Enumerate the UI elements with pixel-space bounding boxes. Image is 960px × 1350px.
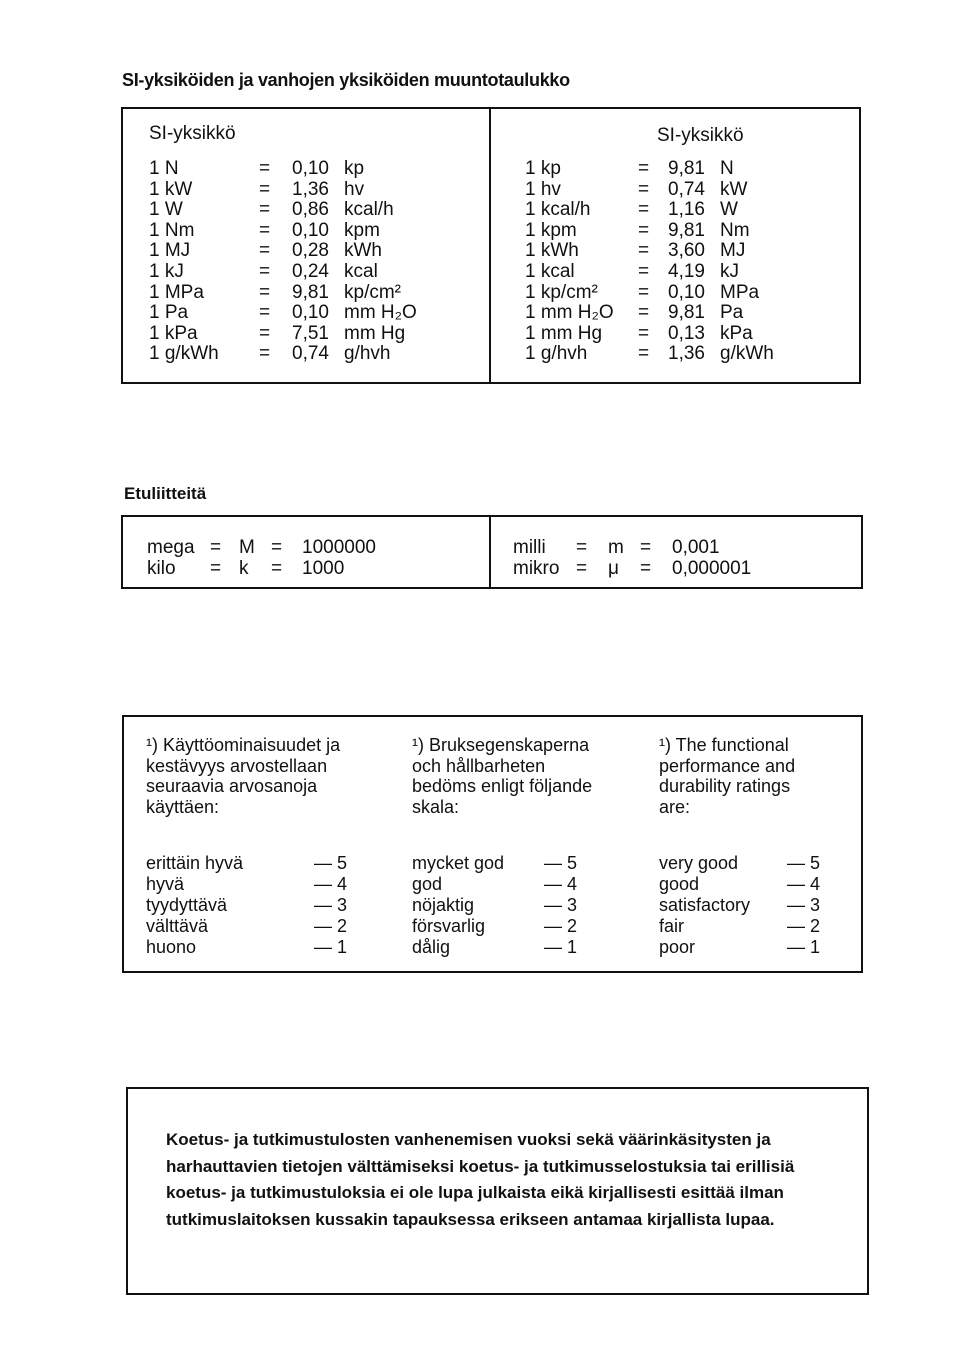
equals-sign: = <box>638 178 650 200</box>
table-row <box>149 344 469 365</box>
old-unit: mm H₂O <box>344 302 417 324</box>
equals-sign: = <box>640 537 652 558</box>
rating-value: — 5 <box>544 853 578 873</box>
factor: 9,81 <box>668 302 705 324</box>
notice-box <box>126 1087 869 1295</box>
si-unit: kPa <box>720 322 753 344</box>
rating-value: — 3 <box>544 895 578 915</box>
equals-sign: = <box>576 537 588 558</box>
table-row <box>149 324 469 345</box>
si-unit: 1 Pa <box>149 302 189 324</box>
rating-label: hyvä <box>146 874 185 894</box>
factor: 0,10 <box>292 219 329 241</box>
factor: 0,28 <box>292 240 329 262</box>
list-item <box>412 853 642 874</box>
factor: 9,81 <box>292 281 329 303</box>
factor: 9,81 <box>668 158 705 179</box>
list-item <box>412 895 642 916</box>
right-conversion-rows <box>525 159 855 365</box>
prefix-name: milli <box>513 537 546 558</box>
table-row <box>525 221 855 242</box>
table-row <box>525 344 855 365</box>
table-row <box>149 283 469 304</box>
list-item <box>412 937 642 958</box>
equals-sign: = <box>210 537 222 558</box>
old-unit: 1 hv <box>525 178 561 200</box>
prefix-name: mega <box>147 537 195 558</box>
rating-value: — 3 <box>314 895 348 915</box>
list-item <box>146 937 381 958</box>
equals-sign: = <box>638 260 650 282</box>
table-row <box>525 262 855 283</box>
prefix-symbol: k <box>239 558 249 579</box>
factor: 7,51 <box>292 322 329 344</box>
rating-value: — 2 <box>787 916 821 936</box>
prefixes-table <box>121 515 863 589</box>
rating-value: — 4 <box>314 874 348 894</box>
table-row <box>149 159 469 180</box>
list-item <box>659 895 859 916</box>
table-row <box>525 283 855 304</box>
si-unit: 1 kW <box>149 178 193 200</box>
ratings-column-finnish <box>146 735 381 955</box>
list-item <box>659 853 859 874</box>
rating-value: — 5 <box>314 853 348 873</box>
si-unit: W <box>720 199 738 221</box>
old-unit: g/hvh <box>344 343 391 365</box>
table-row <box>149 262 469 283</box>
old-unit: kWh <box>344 240 382 262</box>
rating-value: — 4 <box>787 874 821 894</box>
equals-sign: = <box>259 178 271 200</box>
rating-value: — 4 <box>544 874 578 894</box>
equals-sign: = <box>638 158 650 179</box>
factor: 3,60 <box>668 240 705 262</box>
table-row <box>525 200 855 221</box>
factor: 0,74 <box>292 343 329 365</box>
factor: 9,81 <box>668 219 705 241</box>
equals-sign: = <box>259 260 271 282</box>
equals-sign: = <box>259 199 271 221</box>
list-item <box>412 916 642 937</box>
prefix-value: 1000 <box>302 558 345 579</box>
si-unit: 1 MJ <box>149 240 191 262</box>
notice-text: Koetus- ja tutkimustulosten vanhenemisen vuoksi sekä väärinkäsitysten ja harhauttavien tietojen välttämiseksi koetus- ja tutkimusselostuksia tai erillisiä koetus- ja tutkimustuloksia ei ole lupa julkaista eikä kirjallisesti esittää ilman tutkimuslaitoksen kussakin tapauksessa erikseen antamaa kirjallista lupaa. <box>166 1130 795 1229</box>
old-unit: 1 kp/cm² <box>525 281 598 303</box>
rating-label: good <box>659 874 700 894</box>
equals-sign: = <box>640 558 652 579</box>
table-divider <box>489 109 491 382</box>
old-unit: mm Hg <box>344 322 406 344</box>
equals-sign: = <box>638 343 650 365</box>
table-row <box>525 324 855 345</box>
equals-sign: = <box>638 322 650 344</box>
table-row <box>149 221 469 242</box>
prefix-symbol: μ <box>608 558 619 579</box>
factor: 0,10 <box>668 281 705 303</box>
factor: 0,86 <box>292 199 329 221</box>
table-row <box>149 303 469 324</box>
old-unit: hv <box>344 178 365 200</box>
ratings-intro: ¹) Bruksegenskaperna och hållbarheten bedöms enligt följande skala: <box>412 735 593 817</box>
old-unit: 1 g/hvh <box>525 343 588 365</box>
equals-sign: = <box>271 537 283 558</box>
si-unit: kW <box>720 178 748 200</box>
rating-value: — 1 <box>314 937 348 957</box>
equals-sign: = <box>259 343 271 365</box>
equals-sign: = <box>259 158 271 179</box>
si-unit: 1 Nm <box>149 219 195 241</box>
list-item <box>412 874 642 895</box>
rating-value: — 2 <box>314 916 348 936</box>
old-unit: 1 mm Hg <box>525 322 603 344</box>
ratings-box <box>122 715 863 973</box>
prefix-symbol: M <box>239 537 255 558</box>
si-unit: 1 N <box>149 158 179 179</box>
equals-sign: = <box>638 240 650 262</box>
si-unit: N <box>720 158 734 179</box>
page-title: SI-yksiköiden ja vanhojen yksiköiden muuntotaulukko <box>122 70 570 90</box>
rating-label: tyydyttävä <box>146 895 228 915</box>
old-unit: 1 kcal/h <box>525 199 591 221</box>
old-unit: 1 kWh <box>525 240 579 262</box>
si-unit: 1 kPa <box>149 322 198 344</box>
equals-sign: = <box>638 302 650 324</box>
factor: 0,13 <box>668 322 705 344</box>
prefix-name: mikro <box>513 558 560 579</box>
si-unit: 1 W <box>149 199 183 221</box>
rating-label: nöjaktig <box>412 895 475 915</box>
prefix-value: 1000000 <box>302 537 376 558</box>
prefix-value: 0,000001 <box>672 558 752 579</box>
rating-value: — 2 <box>544 916 578 936</box>
table-row <box>149 241 469 262</box>
si-unit: 1 g/kWh <box>149 343 219 365</box>
equals-sign: = <box>576 558 588 579</box>
left-conversion-rows <box>149 159 469 365</box>
si-unit: MJ <box>720 240 746 262</box>
equals-sign: = <box>210 558 222 579</box>
ratings-column-swedish <box>412 735 642 955</box>
rating-value: — 1 <box>544 937 578 957</box>
old-unit: kcal/h <box>344 199 394 221</box>
list-item <box>146 916 381 937</box>
list-item <box>146 853 381 874</box>
si-unit: g/kWh <box>720 343 774 365</box>
rating-value: — 1 <box>787 937 821 957</box>
table-row <box>525 241 855 262</box>
prefix-value: 0,001 <box>672 537 720 558</box>
equals-sign: = <box>259 281 271 303</box>
right-column-header: SI-yksikkö <box>657 125 744 146</box>
factor: 0,10 <box>292 302 329 324</box>
ratings-intro: ¹) Käyttöominaisuudet ja kestävyys arvostellaan seuraavia arvosanoja käyttäen: <box>146 735 341 817</box>
si-unit: Pa <box>720 302 744 324</box>
list-item <box>659 916 859 937</box>
list-item <box>146 874 381 895</box>
factor: 0,24 <box>292 260 329 282</box>
rating-label: god <box>412 874 443 894</box>
old-unit: 1 mm H₂O <box>525 302 614 324</box>
list-item <box>659 937 859 958</box>
table-row <box>525 303 855 324</box>
rating-label: erittäin hyvä <box>146 853 244 873</box>
factor: 0,10 <box>292 158 329 179</box>
rating-label: välttävä <box>146 916 209 936</box>
equals-sign: = <box>259 322 271 344</box>
ratings-scale <box>146 853 381 958</box>
old-unit: kcal <box>344 260 378 282</box>
left-column-header: SI-yksikkö <box>149 123 236 144</box>
factor: 1,36 <box>668 343 705 365</box>
si-unit: Nm <box>720 219 750 241</box>
ratings-intro: ¹) The functional performance and durability ratings are: <box>659 735 796 817</box>
table-row <box>525 159 855 180</box>
ratings-column-english <box>659 735 859 955</box>
equals-sign: = <box>638 199 650 221</box>
si-unit: MPa <box>720 281 760 303</box>
old-unit: 1 kcal <box>525 260 575 282</box>
table-divider <box>489 517 491 587</box>
rating-label: very good <box>659 853 739 873</box>
rating-label: fair <box>659 916 685 936</box>
rating-value: — 3 <box>787 895 821 915</box>
factor: 4,19 <box>668 260 705 282</box>
rating-label: mycket god <box>412 853 505 873</box>
rating-label: poor <box>659 937 696 957</box>
factor: 1,36 <box>292 178 329 200</box>
si-unit: 1 MPa <box>149 281 204 303</box>
prefix-row-mikro <box>513 558 843 580</box>
prefix-row-kilo <box>147 558 477 580</box>
rating-label: försvarlig <box>412 916 486 936</box>
old-unit: kpm <box>344 219 380 241</box>
factor: 0,74 <box>668 178 705 200</box>
prefix-row-mega <box>147 537 477 559</box>
equals-sign: = <box>271 558 283 579</box>
si-unit: kJ <box>720 260 739 282</box>
rating-label: dålig <box>412 937 451 957</box>
ratings-scale <box>659 853 859 958</box>
old-unit: 1 kp <box>525 158 561 179</box>
si-unit: 1 kJ <box>149 260 184 282</box>
equals-sign: = <box>259 219 271 241</box>
prefixes-heading: Etuliitteitä <box>124 484 207 503</box>
equals-sign: = <box>259 302 271 324</box>
list-item <box>146 895 381 916</box>
prefix-symbol: m <box>608 537 624 558</box>
table-row <box>149 200 469 221</box>
prefix-name: kilo <box>147 558 176 579</box>
conversion-table <box>121 107 861 384</box>
factor: 1,16 <box>668 199 705 221</box>
old-unit: 1 kpm <box>525 219 577 241</box>
rating-label: huono <box>146 937 197 957</box>
rating-value: — 5 <box>787 853 821 873</box>
equals-sign: = <box>638 219 650 241</box>
rating-label: satisfactory <box>659 895 751 915</box>
ratings-scale <box>412 853 642 958</box>
old-unit: kp <box>344 158 365 179</box>
equals-sign: = <box>259 240 271 262</box>
old-unit: kp/cm² <box>344 281 401 303</box>
equals-sign: = <box>638 281 650 303</box>
table-row <box>149 180 469 201</box>
list-item <box>659 874 859 895</box>
table-row <box>525 180 855 201</box>
prefix-row-milli <box>513 537 843 559</box>
